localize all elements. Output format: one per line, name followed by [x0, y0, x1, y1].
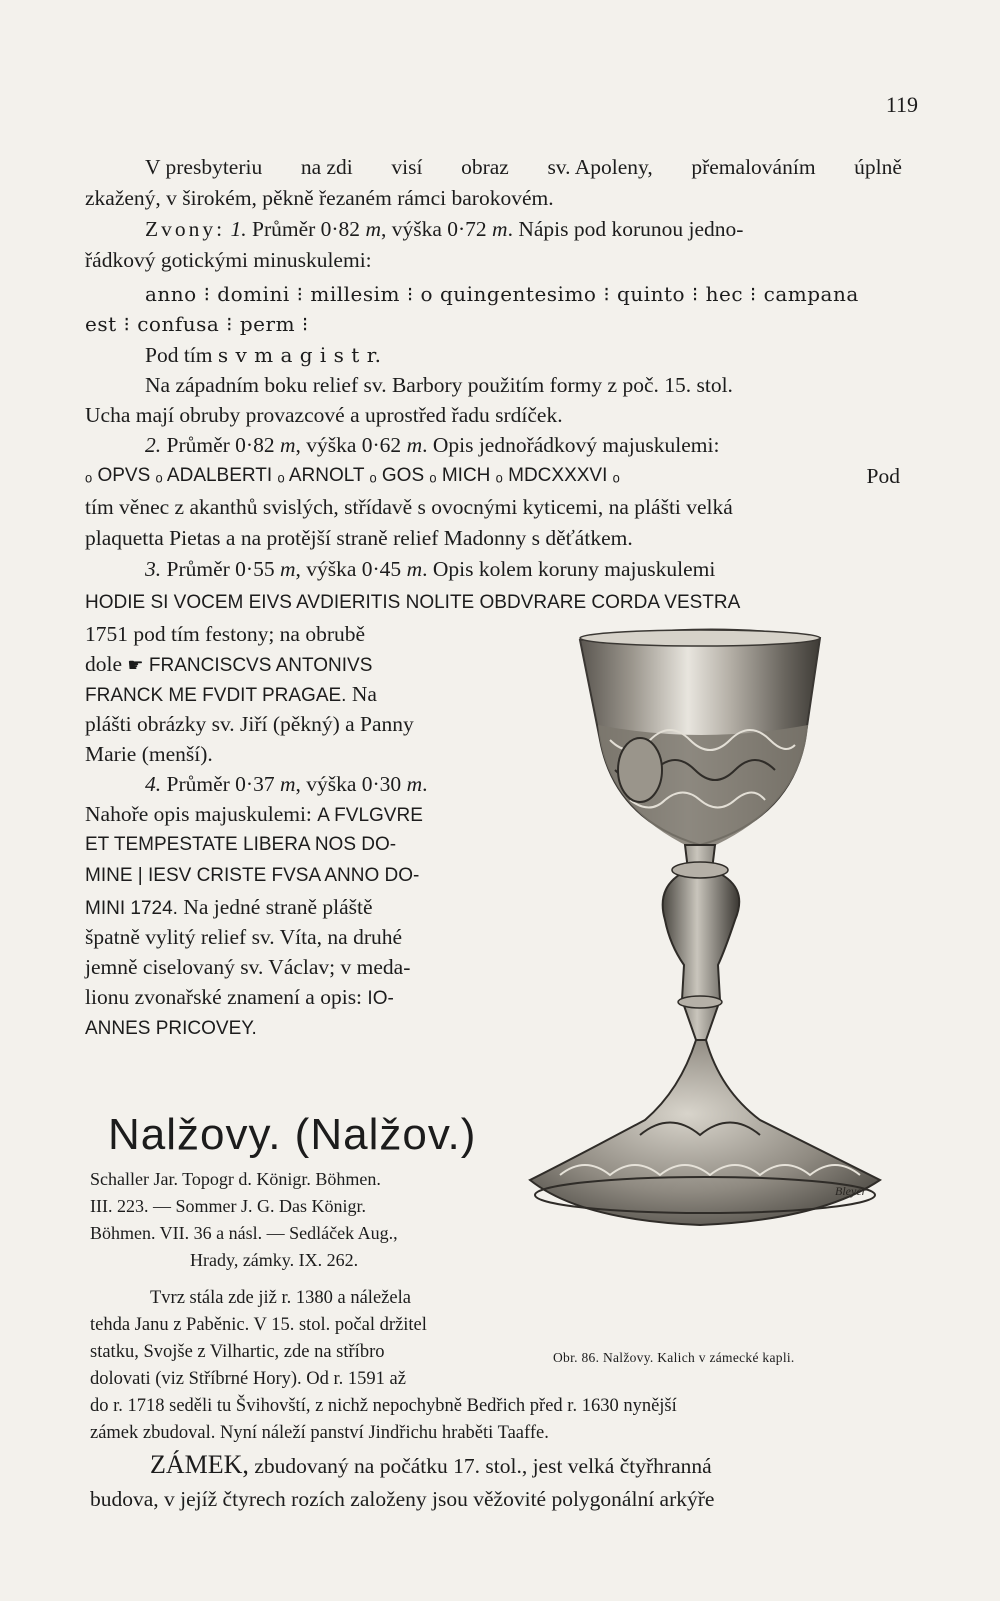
majuscule-inscription: ₒ OPVS ₒ ADALBERTI ₒ ARNOLT ₒ GOS ₒ MICH ₒ MDCXXXVI ₒ [85, 465, 620, 486]
text-line: Marie (menší). [85, 742, 213, 766]
text-line: dolovati (viz Stříbrné Hory). Od r. 1591 až [90, 1369, 406, 1389]
word: visí [391, 155, 423, 179]
text-line [145, 152, 902, 182]
text-line: plášti obrázky sv. Jiří (pěkný) a Panny [85, 712, 414, 736]
majuscule-inscription: HODIE SI VOCEM EIVS AVDIERITIS NOLITE OBDVRARE CORDA VESTRA [85, 592, 741, 613]
word: na zdi [300, 155, 353, 179]
bibliography-line: Böhmen. VII. 36 a násl. — Sedláček Aug., [90, 1223, 398, 1243]
text-line: tím věnec z akanthů svislých, střídavě s ovocnými kyticemi, na plášti velká [85, 495, 733, 519]
section-title: Nalžovy. (Nalžov.) [108, 1110, 477, 1159]
bibliography-line: III. 223. — Sommer J. G. Das Königr. [90, 1196, 366, 1216]
bell-1-heading: Zvony: 1. Průměr 0·82 m, výška 0·72 m. Nápis pod korunou jedno- [145, 217, 744, 241]
text-line: ₒ OPVS ₒ ADALBERTI ₒ ARNOLT ₒ GOS ₒ MICH ₒ MDCXXXVI ₒ Pod [85, 461, 900, 491]
text-line: Pod tím s v m a g i s t r. [145, 343, 382, 367]
page-number: 119 [885, 92, 918, 117]
text-line: 1751 pod tím festony; na obrubě [85, 622, 366, 646]
text-line: tehda Janu z Paběnic. V 15. stol. počal držitel [90, 1315, 427, 1335]
text-line: Tvrz stála zde již r. 1380 a náležela [150, 1288, 411, 1308]
word: úplně [854, 155, 902, 179]
word: sv. Apoleny, [547, 155, 653, 179]
text-line: Ucha mají obruby provazcové a uprostřed řadu srdíček. [85, 403, 563, 427]
bibliography-line: Schaller Jar. Topogr d. Königr. Böhmen. [90, 1169, 381, 1189]
text-line: FRANCK ME FVDIT PRAGAE. Na [85, 682, 377, 706]
artist-signature: Bleyer [835, 1184, 867, 1198]
bell-3-heading: 3. Průměr 0·55 m, výška 0·45 m. Opis kolem koruny majuskulemi [145, 557, 716, 581]
majuscule-inscription: ANNES PRICOVEY. [85, 1018, 257, 1039]
bibliography-line: Hrady, zámky. IX. 262. [190, 1250, 359, 1270]
text-line: statku, Svojše z Vilhartic, zde na stříbro [90, 1342, 385, 1362]
figure-caption: Obr. 86. Nalžovy. Kalich v zámecké kapli. [553, 1350, 795, 1365]
text-line: dole ☛ FRANCISCVS ANTONIVS [85, 652, 373, 676]
text-line: jemně ciselovaný sv. Václav; v meda- [85, 955, 411, 979]
text-line: Na západním boku relief sv. Barbory použitím formy z poč. 15. stol. [145, 373, 733, 397]
word: V presbyteriu [145, 155, 263, 179]
word: přemalováním [691, 155, 816, 179]
majuscule-inscription: MINE | IESV CRISTE FVSA ANNO DO- [85, 865, 420, 886]
majuscule-inscription: ET TEMPESTATE LIBERA NOS DO- [85, 834, 397, 855]
chalice-illustration [520, 620, 905, 1320]
text-line: ZÁMEK, zbudovaný na počátku 17. stol., jest velká čtyřhranná [150, 1450, 712, 1479]
text-line: řádkový gotickými minuskulemi: [85, 248, 372, 272]
text-line: MINI 1724. Na jedné straně pláště [85, 895, 373, 919]
gothic-inscription: anno ⁝ domini ⁝ millesim ⁝ o quingentesimo ⁝ quinto ⁝ hec ⁝ campana [145, 282, 859, 306]
text-line: zámek zbudoval. Nyní náleží panství Jindřichu hraběti Taaffe. [90, 1423, 549, 1443]
text-line: lionu zvonařské znamení a opis: IO- [85, 985, 394, 1009]
text-line: budova, v jejíž čtyrech rozích založeny jsou věžovité polygonální arkýře [90, 1487, 715, 1511]
text-line: plaquetta Pietas a na protější straně relief Madonny s děťátkem. [85, 526, 633, 550]
text-line: Nahoře opis majuskulemi: A FVLGVRE [85, 802, 423, 826]
text-line: zkažený, v širokém, pěkně řezaném rámci barokovém. [85, 186, 554, 210]
pointing-hand-icon: ☛ [127, 655, 144, 675]
word: obraz [461, 155, 509, 179]
text-line: do r. 1718 seděli tu Švihovští, z nichž nepochybně Bedřich před r. 1630 nynější [90, 1396, 677, 1416]
gothic-inscription: est ⁝ confusa ⁝ perm ⁝ [85, 312, 309, 336]
text-line: špatně vylitý relief sv. Víta, na druhé [85, 925, 403, 949]
bell-2-heading: 2. Průměr 0·82 m, výška 0·62 m. Opis jednořádkový majuskulemi: [145, 433, 720, 457]
bell-4-heading: 4. Průměr 0·37 m, výška 0·30 m. [145, 772, 428, 796]
